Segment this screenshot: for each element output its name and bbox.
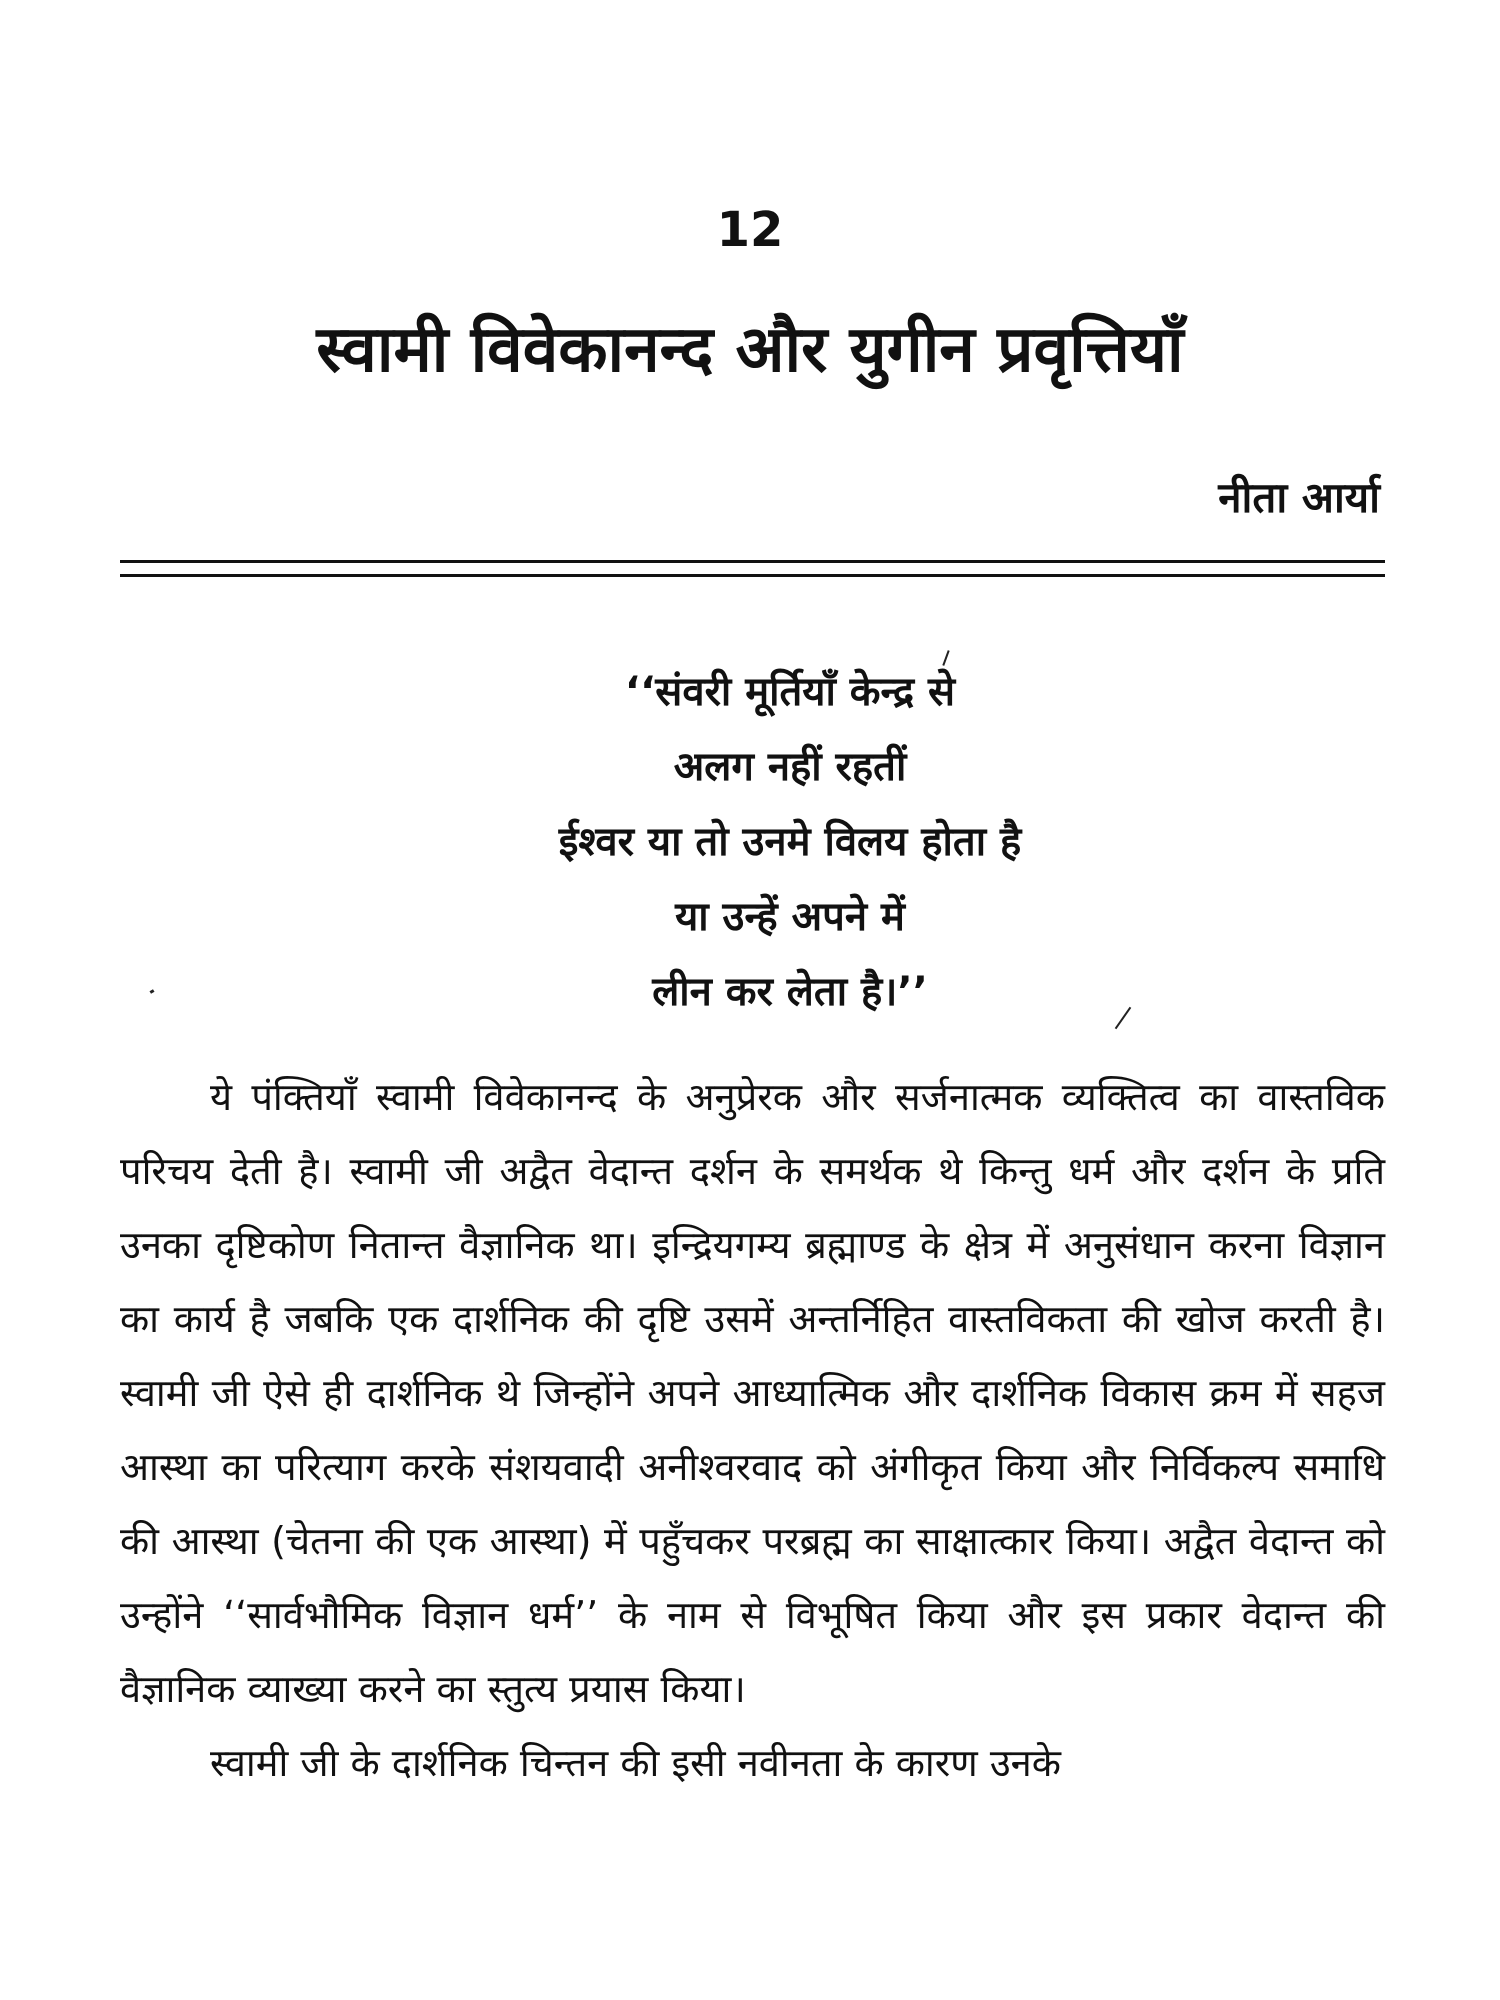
paragraph: स्वामी जी के दार्शनिक चिन्तन की इसी नवीनता के कारण उनके (210, 1741, 1061, 1785)
epigraph (400, 655, 1180, 1030)
epigraph-line: लीन कर लेता है।’’ (652, 969, 928, 1015)
epigraph-line: या उन्हें अपने में (675, 894, 905, 940)
epigraph-line: ‘‘संवरी मूर्तियाँ केन्द्र से (624, 669, 956, 715)
chapter-number: 12 (716, 202, 784, 258)
header-divider-top (120, 560, 1385, 563)
body-text (120, 1060, 1385, 1800)
epigraph-line: अलग नहीं रहतीं (673, 744, 907, 790)
header-divider-bottom (120, 574, 1385, 577)
scan-speck (150, 989, 155, 994)
author-name: नीता आर्या (1218, 473, 1380, 522)
epigraph-line: ईश्वर या तो उनमे विलय होता है (558, 819, 1022, 865)
paragraph: ये पंक्तियाँ स्वामी विवेकानन्द के अनुप्रेरक और सर्जनात्मक व्यक्तित्व का वास्तविक परिचय देती है। स्वामी जी अद्वैत वेदान्त दर्शन के समर्थक थे किन्तु धर्म और दर्शन के प्रति उनका दृष्टिकोण नितान्त वैज्ञानिक था। इन्द्रियगम्य ब्रह्माण्ड के क्षेत्र में अनुसंधान करना विज्ञान का कार्य है जबकि एक दार्शनिक की दृष्टि उसमें अन्तर्निहित वास्तविकता की खोज करती है। स्वामी जी ऐसे ही दार्शनिक थे जिन्होंने अपने आध्यात्मिक और दार्शनिक विकास क्रम में सहज आस्था का परित्याग करके संशयवादी अनीश्वरवाद को अंगीकृत किया और निर्विकल्प समाधि की आस्था (चेतना की एक आस्था) में पहुँचकर परब्रह्म का साक्षात्कार किया। अद्वैत वेदान्त को उन्होंने ‘‘सार्वभौमिक विज्ञान धर्म’’ के नाम से विभूषित किया और इस प्रकार वेदान्त की वैज्ञानिक व्याख्या करने का स्तुत्य प्रयास किया। (120, 1075, 1385, 1711)
chapter-title: स्वामी विवेकानन्द और युगीन प्रवृत्तियाँ (316, 313, 1184, 387)
